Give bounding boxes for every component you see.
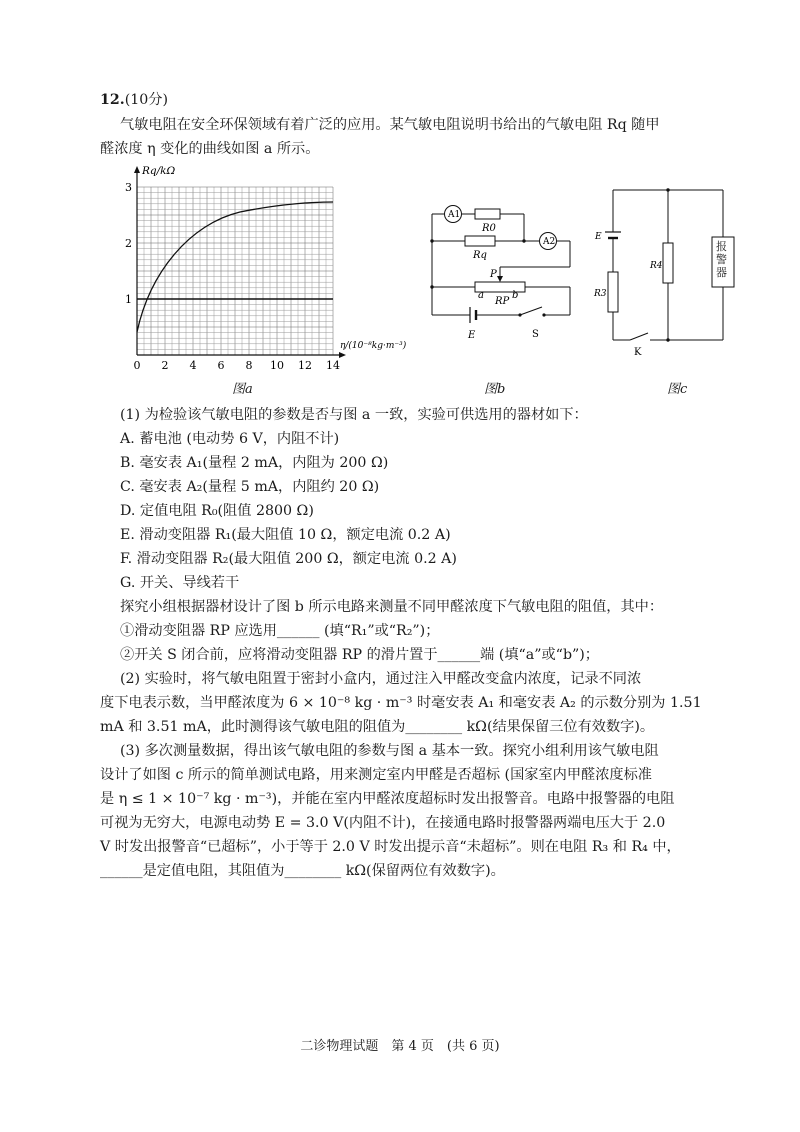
r3-label: R3 <box>594 289 607 299</box>
figure-c-label: 图c <box>667 382 688 397</box>
part3-line-2: 设计了如图 c 所示的简单测试电路，用来测定室内甲醛是否超标 (国家室内甲醛浓度标准 <box>100 767 652 783</box>
part1-design: 探究小组根据器材设计了图 b 所示电路来测量不同甲醛浓度下气敏电阻的阻值，其中： <box>120 599 664 615</box>
b-label: b <box>512 290 519 301</box>
switch-k <box>630 333 648 340</box>
part3-line-3: 是 η ≤ 1 × 10⁻⁷ kg · m⁻³)，并能在室内甲醛浓度超标时发出报警音。电路中报警器的电阻 <box>100 791 675 807</box>
page-footer: 二诊物理试题 第 4 页 (共 6 页) <box>300 1039 500 1054</box>
question-header <box>100 90 168 110</box>
x-tick-label: 4 <box>189 359 197 372</box>
x-tick-label: 2 <box>161 359 169 372</box>
part1-intro: (1) 为检验该气敏电阻的参数是否与图 a 一致，实验可供选用的器材如下： <box>120 407 588 423</box>
y-tick-label: 1 <box>125 293 132 306</box>
p-label: P <box>490 269 497 280</box>
y-axis-label: Rq/kΩ <box>142 165 176 177</box>
part2-line-2: 度下电表示数，当甲醛浓度为 6 × 10⁻⁸ kg · m⁻³ 时毫安表 A₁ 和毫安表 A₂ 的示数分别为 1.51 <box>100 695 702 711</box>
e-label-c: E <box>595 232 602 242</box>
y-tick-label: 2 <box>125 237 132 250</box>
rq-label: Rq <box>473 250 487 261</box>
figure-a-label: 图a <box>232 382 253 397</box>
r4-label: R4 <box>650 261 663 271</box>
alarm-label: 报警器 <box>716 240 727 279</box>
resistor-r3 <box>608 272 618 312</box>
option-a: A. 蓄电池 (电动势 6 V，内阻不计) <box>120 431 340 447</box>
part2-line-1: (2) 实验时，将气敏电阻置于密封小盒内，通过注入甲醛改变盒内浓度，记录不同浓 <box>120 671 642 687</box>
intro-line-1: 气敏电阻在安全环保领域有着广泛的应用。某气敏电阻说明书给出的气敏电阻 Rq 随甲 <box>120 117 660 133</box>
option-e: E. 滑动变阻器 R₁(最大阻值 10 Ω，额定电流 0.2 A) <box>120 527 451 543</box>
resistor-r4 <box>663 243 673 283</box>
intro-line-2: 醛浓度 η 变化的曲线如图 a 所示。 <box>100 141 320 157</box>
part3-line-6: ______是定值电阻，其阻值为________ kΩ(保留两位有效数字)。 <box>100 863 505 879</box>
x-tick-label: 12 <box>298 359 312 372</box>
figure-b-label: 图b <box>484 382 506 397</box>
x-tick-label: 8 <box>245 359 253 372</box>
k-label: K <box>634 347 642 358</box>
figure-a-graph <box>110 162 407 377</box>
part3-line-4: 可视为无穷大，电源电动势 E = 3.0 V(内阻不计)，在接通电路时报警器两端电压大于 2.0 <box>100 815 666 831</box>
option-c: C. 毫安表 A₂(量程 5 mA，内阻约 20 Ω) <box>120 479 380 495</box>
part1-q2: ②开关 S 闭合前，应将滑动变阻器 RP 的滑片置于______端 (填“a”或“b”)； <box>120 647 599 663</box>
x-tick-label: 14 <box>326 359 340 372</box>
x-tick-label: 6 <box>217 359 225 372</box>
resistor-r0 <box>475 209 500 219</box>
a1-label: A1 <box>448 210 461 220</box>
s-label: S <box>532 329 539 340</box>
a-label: a <box>478 290 484 301</box>
option-g: G. 开关、导线若干 <box>120 575 240 591</box>
question-points: (10分) <box>124 92 168 108</box>
switch-s <box>520 307 542 315</box>
option-d: D. 定值电阻 R₀(阻值 2800 Ω) <box>120 503 314 519</box>
part2-line-3: mA 和 3.51 mA，此时测得该气敏电阻的阻值为________ kΩ(结果保留三位有效数字)。 <box>100 719 655 735</box>
rp-label: RP <box>495 296 510 307</box>
figure-b-circuit <box>420 195 585 350</box>
resistor-rq <box>465 236 495 246</box>
part1-q1: ①滑动变阻器 RP 应选用______ (填“R₁”或“R₂”)； <box>120 623 440 639</box>
question-number: 12. <box>100 92 125 108</box>
option-b: B. 毫安表 A₁(量程 2 mA，内阻为 200 Ω) <box>120 455 389 471</box>
part3-line-5: V 时发出报警音“已超标”，小于等于 2.0 V 时发出提示音“未超标”。则在电阻 R₃ 和 R₄ 中， <box>100 839 681 855</box>
a2-label: A2 <box>543 237 556 247</box>
y-tick-label: 3 <box>125 181 132 194</box>
x-tick-label: 10 <box>270 359 284 372</box>
x-axis-label: η/(10⁻⁸kg·m⁻³) <box>340 341 407 351</box>
e-label-b: E <box>468 330 476 341</box>
x-tick-label: 0 <box>133 359 141 372</box>
option-f: F. 滑动变阻器 R₂(最大阻值 200 Ω，额定电流 0.2 A) <box>120 551 457 567</box>
r0-label: R0 <box>482 223 496 234</box>
part3-line-1: (3) 多次测量数据，得出该气敏电阻的参数与图 a 基本一致。探究小组利用该气敏电阻 <box>120 743 659 759</box>
